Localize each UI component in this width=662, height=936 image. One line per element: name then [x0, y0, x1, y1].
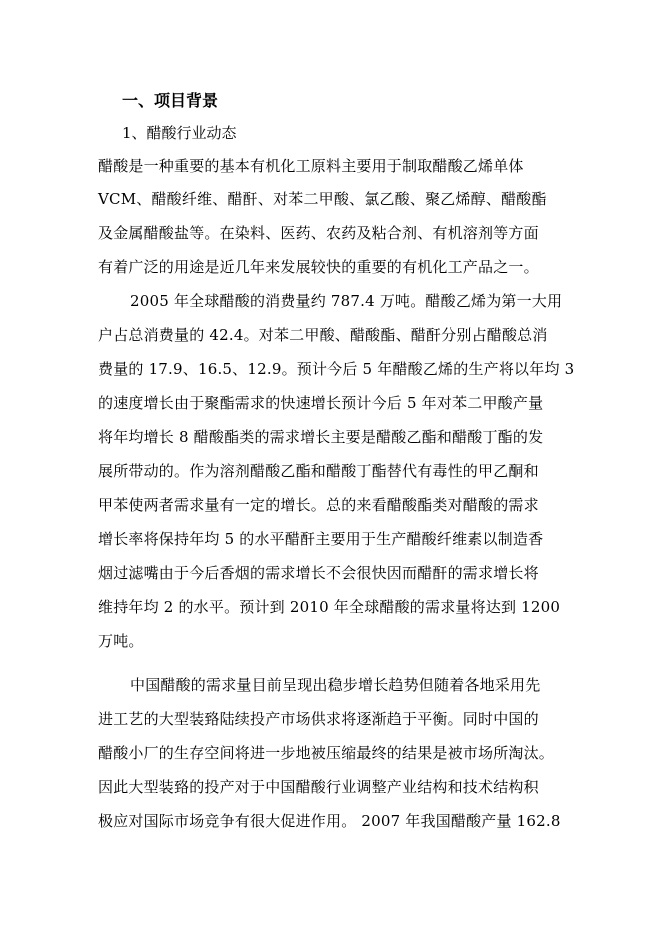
paragraph-line: 的速度增长由于聚酯需求的快速增长预计今后 5 年对苯二甲酸产量: [98, 394, 544, 412]
paragraph-line: 2005 年全球醋酸的消费量约 787.4 万吨。醋酸乙烯为第一大用: [130, 292, 563, 310]
paragraph-line: 将年均增长 8 醋酸酯类的需求增长主要是醋酸乙酯和醋酸丁酯的发: [98, 428, 544, 446]
paragraph-line: 进工艺的大型装臵陆续投产市场供求将逐渐趋于平衡。同时中国的: [98, 710, 539, 728]
paragraph-line: 户占总消费量的 42.4。对苯二甲酸、醋酸酯、醋酐分别占醋酸总消: [98, 326, 548, 344]
paragraph-line: 烟过滤嘴由于今后香烟的需求增长不会很快因而醋酐的需求增长将: [98, 564, 539, 582]
paragraph-line: 维持年均 2 的水平。预计到 2010 年全球醋酸的需求量将达到 1200: [98, 598, 561, 616]
paragraph-line: 中国醋酸的需求量目前呈现出稳步增长趋势但随着各地采用先: [130, 676, 541, 694]
section-heading: 一、项目背景: [122, 91, 219, 110]
paragraph-line: 增长率将保持年均 5 的水平醋酐主要用于生产醋酸纤维素以制造香: [98, 530, 544, 548]
paragraph-line: VCM、醋酸纤维、醋酐、对苯二甲酸、氯乙酸、聚乙烯醇、醋酸酯: [98, 190, 547, 208]
paragraph-line: 展所带动的。作为溶剂醋酸乙酯和醋酸丁酯替代有毒性的甲乙酮和: [98, 462, 539, 480]
paragraph-line: 及金属醋酸盐等。在染料、医药、农药及粘合剂、有机溶剂等方面: [98, 224, 539, 242]
paragraph-line: 因此大型装臵的投产对于中国醋酸行业调整产业结构和技术结构积: [98, 778, 539, 796]
paragraph-line: 甲苯使两者需求量有一定的增长。总的来看醋酸酯类对醋酸的需求: [98, 496, 539, 514]
paragraph-line: 万吨。: [98, 632, 144, 650]
section-subheading: 1、醋酸行业动态: [122, 124, 237, 142]
paragraph-line: 费量的 17.9、16.5、12.9。预计今后 5 年醋酸乙烯的生产将以年均 3: [98, 360, 575, 378]
paragraph-line: 极应对国际市场竞争有很大促进作用。 2007 年我国醋酸产量 162.8: [98, 812, 561, 830]
paragraph-line: 醋酸小厂的生存空间将进一步地被压缩最终的结果是被市场所淘汰。: [98, 744, 555, 762]
paragraph-line: 醋酸是一种重要的基本有机化工原料主要用于制取醋酸乙烯单体: [98, 157, 524, 175]
paragraph-line: 有着广泛的用途是近几年来发展较快的重要的有机化工产品之一。: [98, 258, 539, 276]
